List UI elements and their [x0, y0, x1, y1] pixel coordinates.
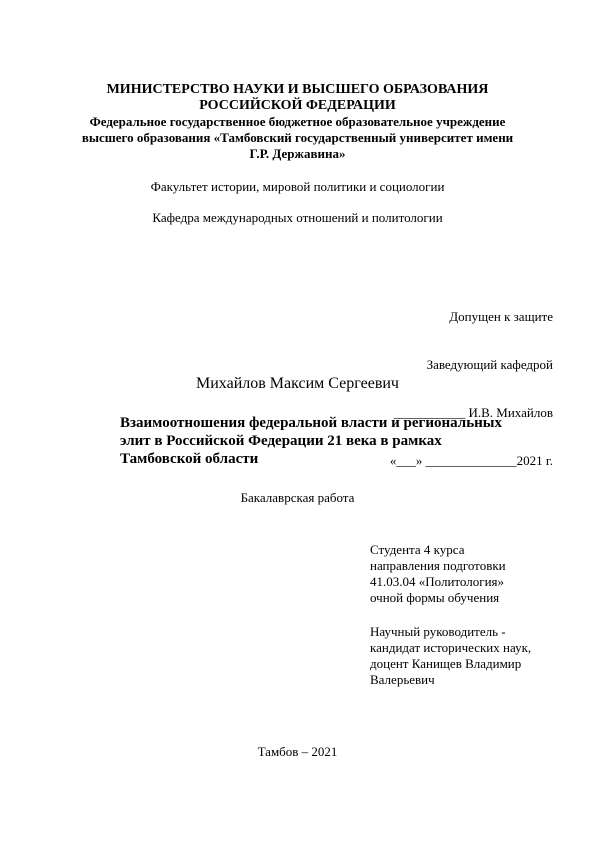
- thesis-title-line-1: Взаимоотношения федеральной власти и региональных: [120, 415, 502, 431]
- faculty-name: Факультет истории, мировой политики и социологии: [150, 179, 445, 194]
- institution-heading: [60, 114, 535, 162]
- student-line-3: 41.03.04 «Политология»: [370, 574, 505, 589]
- approval-line-2: Заведующий кафедрой: [426, 357, 553, 372]
- supervisor-info: [370, 624, 570, 688]
- thesis-title-line-3: Тамбовской области: [120, 451, 259, 467]
- student-info: [370, 542, 570, 606]
- thesis-title-line-2: элит в Российской Федерации 21 века в рамках: [120, 433, 442, 449]
- institution-line-1: Федеральное государственное бюджетное образовательное учреждение: [89, 114, 506, 129]
- supervisor-line-1: Научный руководитель -: [370, 624, 506, 639]
- institution-line-3: Г.Р. Державина»: [249, 146, 346, 161]
- department-name: Кафедра международных отношений и политологии: [152, 210, 443, 225]
- student-line-2: направления подготовки: [370, 558, 506, 573]
- ministry-line-2: РОССИЙСКОЙ ФЕДЕРАЦИИ: [199, 98, 396, 113]
- institution-line-2: высшего образования «Тамбовский государственный университет имени: [81, 130, 514, 145]
- supervisor-line-3: доцент Канищев Владимир: [370, 656, 522, 671]
- ministry-line-1: МИНИСТЕРСТВО НАУКИ И ВЫСШЕГО ОБРАЗОВАНИЯ: [106, 82, 489, 97]
- work-type: Бакалаврская работа: [240, 490, 355, 505]
- approval-date-line: «___» ______________2021 г.: [389, 453, 553, 468]
- student-line-1: Студента 4 курса: [370, 542, 465, 557]
- supervisor-line-2: кандидат исторических наук,: [370, 640, 532, 655]
- ministry-heading: [60, 82, 535, 114]
- thesis-title: [120, 414, 540, 468]
- author-name: Михайлов Максим Сергеевич: [196, 375, 399, 392]
- approval-line-1: Допущен к защите: [449, 309, 553, 324]
- city-year: Тамбов – 2021: [257, 744, 338, 759]
- student-line-4: очной формы обучения: [370, 590, 500, 605]
- approval-signature-line: ___________ И.В. Михайлов: [393, 405, 553, 420]
- supervisor-line-4: Валерьевич: [370, 672, 435, 687]
